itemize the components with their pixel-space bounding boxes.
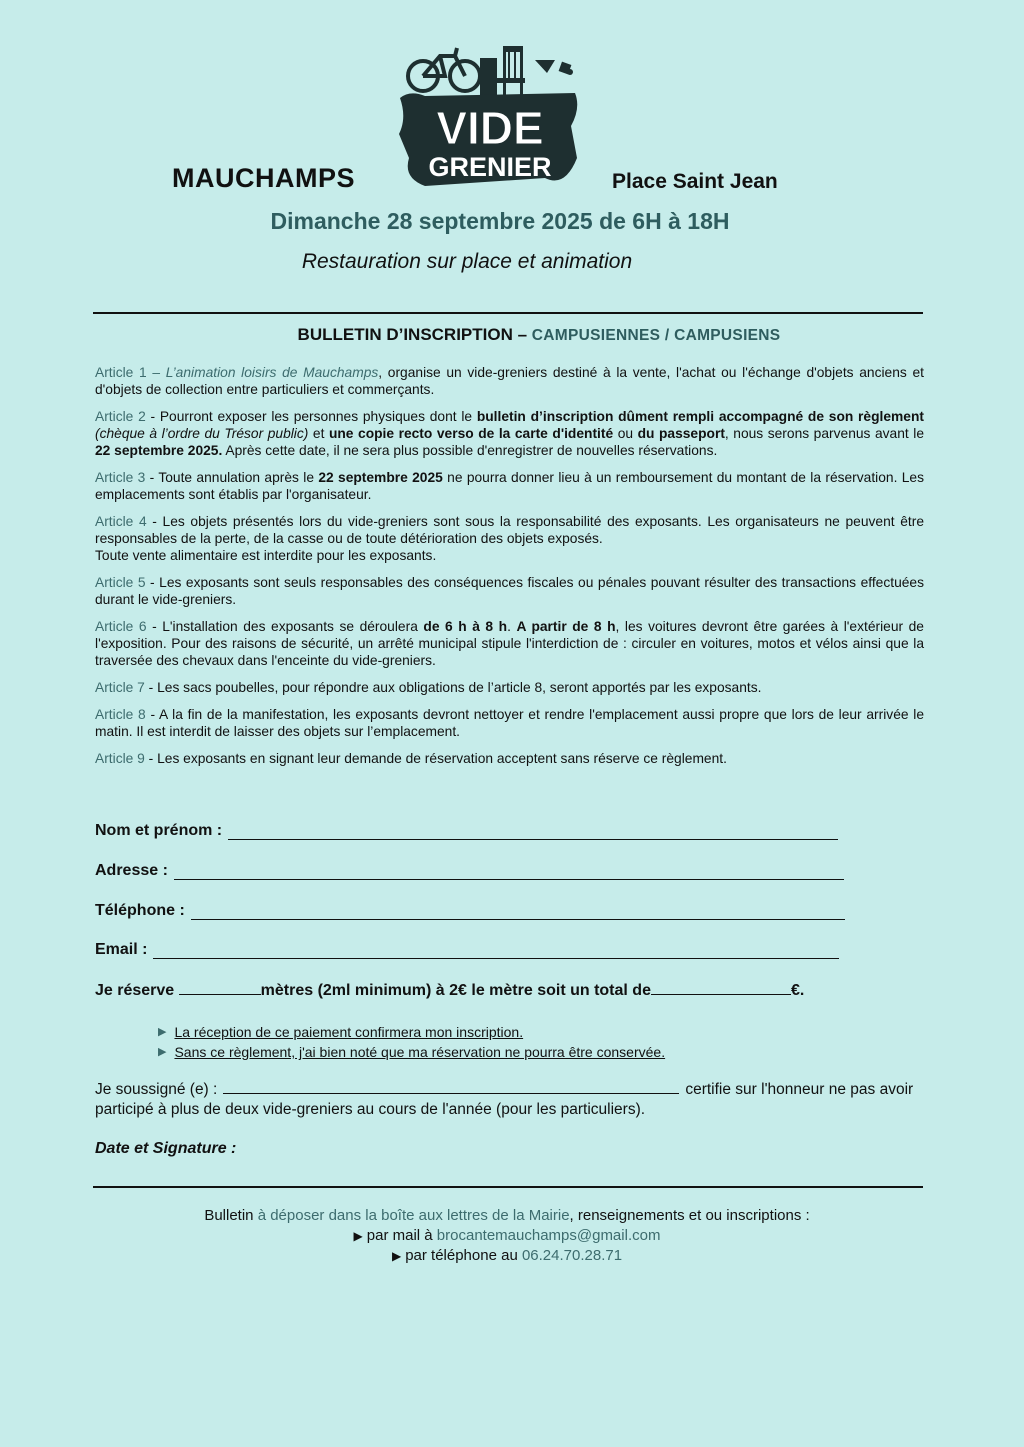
footer-line-mail [0,1226,1014,1246]
article-2 [95,408,924,459]
article-text: - Toute annulation après le [145,470,319,485]
bulletin-audience: CAMPUSIENNES / CAMPUSIENS [531,327,781,344]
article-text: - Les sacs poubelles, pour répondre aux obligations de l’article 8, seront apportés par les exposants. [144,680,762,695]
footer-highlight: à déposer dans la boîte aux lettres de la Mairie [257,1207,570,1224]
payment-notes [158,1022,665,1062]
honor-statement-start: Je soussigné (e) : [95,1081,218,1098]
signatory-input-line[interactable] [223,1081,679,1094]
divider-bottom [93,1186,923,1188]
reserve-text-2: mètres (2ml minimum) à 2€ le mètre soit un total de [260,982,651,999]
honor-statement [95,1080,925,1120]
article-text: , les voitures devront être garées à l'extérieur de l'exposition. Pour des raisons de sécurité, un arrêté municipal stipule l'interdiction de : circuler en voitures, motos et vélos ainsi que la traversée des chevaux dans l'enceinte du vide-greniers. [95,619,924,668]
name-field[interactable] [95,822,838,840]
article-9 [95,750,924,767]
article-5 [95,574,924,608]
article-text: - L'installation des exposants se déroulera [146,619,424,634]
article-text: - Pourront exposer les personnes physiques dont le [145,409,477,424]
article-label: Article 5 [95,575,146,590]
article-label: Article 7 [95,680,145,695]
total-input-line[interactable] [651,982,791,995]
footer-text: , renseignements et ou inscriptions : [569,1207,810,1224]
footer-text: par mail à [366,1227,437,1244]
payment-note-text: La réception de ce paiement confirmera mon inscription. [174,1024,524,1040]
event-date-text: Dimanche 28 septembre 2025 de 6H à 18H [270,208,730,234]
address-label: Adresse : [95,862,168,879]
reserve-text-1: Je réserve [95,982,179,999]
reserve-text-3: €. [790,982,805,999]
bulletin-title: BULLETIN D’INSCRIPTION [297,325,513,344]
article-text: . [507,619,517,634]
email-label: Email : [95,941,148,958]
article-text: ou [613,426,638,441]
payment-note [158,1022,665,1042]
address-field[interactable] [95,862,844,880]
article-bold: bulletin d’inscription dûment rempli accompagné de son règlement [476,409,924,424]
event-date [0,208,1000,235]
article-4 [95,513,924,564]
name-input-line[interactable] [228,825,838,840]
article-text: - Les exposants en signant leur demande de réservation acceptent sans réserve ce règlement. [144,751,727,766]
arrow-bullet-icon: ▶ [353,1229,363,1243]
article-3 [95,469,924,503]
email-input-line[interactable] [153,944,839,959]
event-subtitle: Restauration sur place et animation [301,250,633,273]
bulletin-heading [0,325,1024,345]
town-name: MAUCHAMPS [172,163,355,193]
meters-input-line[interactable] [179,982,261,995]
honor-statement-end: certifie sur l'honneur ne pas avoir participé à plus de deux vide-greniers au cours de l'année (pour les particuliers). [95,1081,914,1118]
vide-grenier-logo [385,38,585,193]
article-bold: du passeport [637,426,725,441]
article-bold: une copie recto verso de la carte d'identité [328,426,614,441]
article-1 [95,364,924,398]
article-label: Article 6 [95,619,147,634]
reservation-line [95,982,804,1000]
article-6 [95,618,924,669]
article-bold: de 6 h à 8 h [423,619,508,634]
divider-top [93,312,923,314]
contact-phone[interactable]: 06.24.70.28.71 [521,1247,623,1264]
article-text: , organise un vide-greniers destiné à la vente, l'achat ou l'échange d'objets anciens et d'objets de collection entre particuliers et commerçants. [95,365,924,397]
article-text: Après cette date, il ne sera plus possible d'enregistrer de nouvelles réservations. [222,443,718,458]
address-input-line[interactable] [174,865,844,880]
phone-input-line[interactable] [191,905,845,920]
article-label: Article 8 [95,707,146,722]
bulletin-dash: – [512,325,532,344]
footer-line-1 [0,1206,1014,1226]
footer [0,1206,1014,1266]
signature-label: Date et Signature : [95,1140,237,1157]
logo-text-vide: VIDE [436,102,544,154]
logo-text-grenier: GRENIER [428,152,552,182]
articles-list [95,364,924,777]
event-place: Place Saint Jean [612,170,778,193]
article-text: , nous serons parvenus avant le [724,426,924,441]
phone-label: Téléphone : [95,902,185,919]
phone-field[interactable] [95,902,845,920]
article-label: Article 2 [95,409,146,424]
article-7 [95,679,924,696]
article-label: Article 4 [95,514,147,529]
article-label: Article 1 – [95,365,166,380]
article-bold: 22 septembre 2025 [318,470,443,485]
article-bold: 22 septembre 2025. [95,443,223,458]
article-text: - Les exposants sont seuls responsables des conséquences fiscales ou pénales pouvant résulter des transactions effectuées durant le vide-greniers. [95,575,924,607]
article-text: - A la fin de la manifestation, les exposants devront nettoyer et rendre l'emplacement aussi propre que lors de leur arrivée le matin. Il est interdit de laisser des objets sur l’emplacement. [95,707,925,739]
association-name: L’animation loisirs de Mauchamps [165,365,379,380]
article-text: Toute vente alimentaire est interdite pour les exposants. [95,548,437,563]
article-label: Article 3 [95,470,146,485]
footer-text: Bulletin [204,1207,258,1224]
article-8 [95,706,924,740]
email-field[interactable] [95,941,839,959]
triangle-bullet-icon: ▶ [158,1046,167,1058]
payment-note [158,1042,665,1062]
triangle-bullet-icon: ▶ [158,1026,167,1038]
payment-note-text: Sans ce règlement, j'ai bien noté que ma réservation ne pourra être conservée. [174,1044,666,1060]
article-italic: (chèque à l’ordre du Trésor public) [95,426,309,441]
name-label: Nom et prénom : [95,822,223,839]
arrow-bullet-icon: ▶ [391,1249,402,1263]
article-text: ne pourra donner lieu à un remboursement du montant de la réservation. Les emplacements sont établis par l'organisateur. [95,470,925,502]
footer-text: par téléphone au [405,1247,522,1264]
article-bold: A partir de 8 h [516,619,616,634]
article-text: et [308,426,329,441]
footer-line-phone [0,1246,1014,1266]
article-text: - Les objets présentés lors du vide-greniers sont sous la responsabilité des exposants. Les organisateurs ne peuvent être responsables de la perte, de la casse ou de toute détérioration des objets exposés. [95,514,924,546]
article-label: Article 9 [95,751,145,766]
contact-email[interactable]: brocantemauchamps@gmail.com [436,1227,661,1244]
